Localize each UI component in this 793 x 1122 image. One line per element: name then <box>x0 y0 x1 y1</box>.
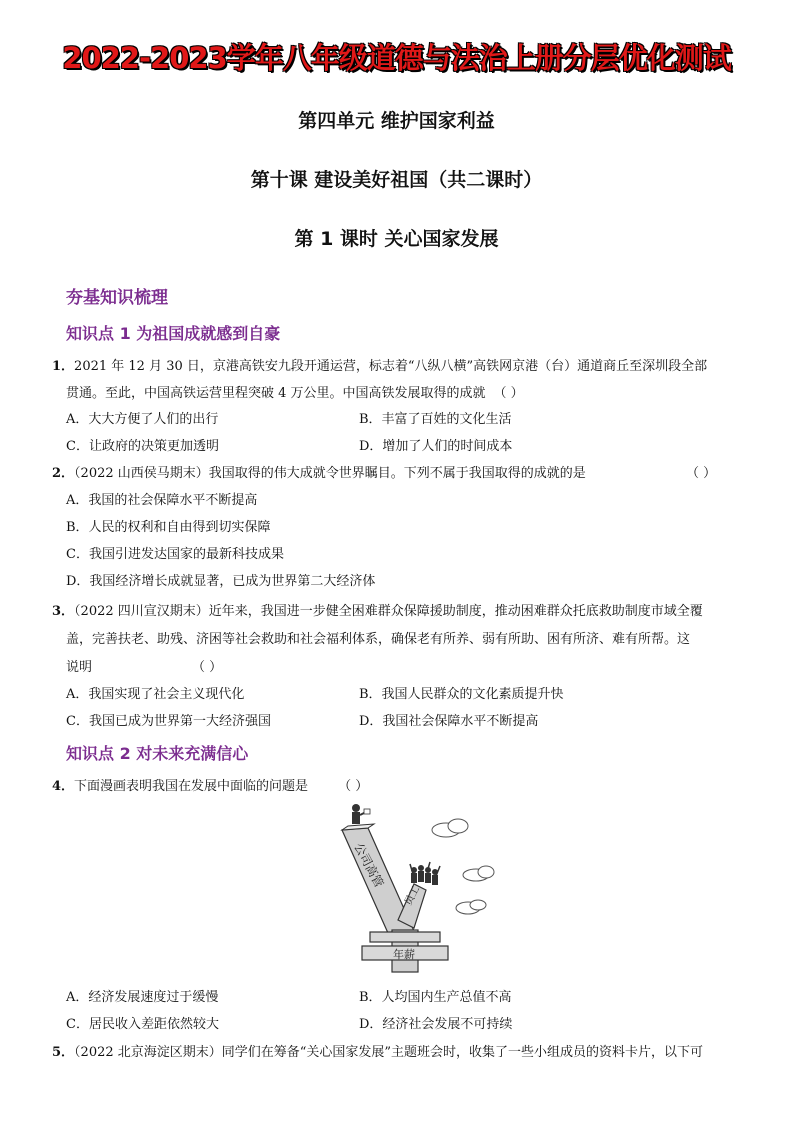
lesson-title: 第十课 建设美好祖国（共二课时） <box>250 169 543 191</box>
question-3-line-3: 说明 （ ） <box>66 660 223 675</box>
question-1-option-b: B．丰富了百姓的文化生活 <box>359 412 512 427</box>
knowledge-point-2-heading: 知识点 2 对未来充满信心 <box>66 744 249 763</box>
executive-figure-icon <box>352 804 370 824</box>
question-4-option-d: D．经济社会发展不可持续 <box>359 1017 513 1032</box>
question-3-option-c: C．我国已成为世界第一大经济强国 <box>66 714 271 729</box>
executive-label: 公司高管 <box>351 840 387 890</box>
cloud-icon <box>432 819 494 914</box>
question-number: 5． <box>52 1045 75 1060</box>
question-2-option-a: A．我国的社会保障水平不断提高 <box>66 493 258 508</box>
question-3-option-a: A．我国实现了社会主义现代化 <box>66 687 245 702</box>
question-2-option-b: B．人民的权利和自由得到切实保障 <box>66 520 271 535</box>
question-1-line-2: 贯通。至此，中国高铁运营里程突破 4 万公里。中国高铁发展取得的成就 （ ） <box>66 386 524 401</box>
answer-parentheses: （ ） <box>338 779 369 794</box>
question-2-option-c: C．我国引进发达国家的最新科技成果 <box>66 547 284 562</box>
question-1-option-a: A．大大方便了人们的出行 <box>66 412 219 427</box>
section-heading-foundation: 夯基知识梳理 <box>66 288 168 308</box>
question-1-line-1: 1．2021 年 12 月 30 日，京港高铁安九段开通运营，标志着“八纵八横”高铁网京港（台）通道商丘至深圳段全部 <box>52 359 708 374</box>
question-number: 4． <box>52 779 75 794</box>
question-number: 3． <box>52 604 75 619</box>
question-4-option-c: C．居民收入差距依然较大 <box>66 1017 219 1032</box>
unit-title: 第四单元 维护国家利益 <box>298 110 495 132</box>
question-4-stem: 4．下面漫画表明我国在发展中面临的问题是 （ ） <box>52 779 369 794</box>
question-4-option-b: B．人均国内生产总值不高 <box>359 990 512 1005</box>
question-2-option-d: D．我国经济增长成就显著，已成为世界第二大经济体 <box>66 574 376 589</box>
question-4-option-a: A．经济发展速度过于缓慢 <box>66 990 219 1005</box>
period-title: 第 1 课时 关心国家发展 <box>294 228 499 250</box>
question-3-option-b: B．我国人民群众的文化素质提升快 <box>359 687 564 702</box>
question-3-option-d: D．我国社会保障水平不断提高 <box>359 714 539 729</box>
question-2-stem: 2．（2022 山西侯马期末）我国取得的伟大成就令世界瞩目。下列不属于我国取得的成就的是 <box>52 466 586 481</box>
question-3-line-2: 盖，完善扶老、助残、济困等社会救助和社会福利体系，确保老有所养、弱有所助、困有所济、难有所帮。这 <box>66 632 691 647</box>
question-1-option-d: D．增加了人们的时间成本 <box>359 439 513 454</box>
employee-label: 员工 <box>402 884 423 908</box>
answer-parentheses: （ ） <box>686 466 717 481</box>
question-number: 2． <box>52 466 75 481</box>
employee-crowd-icon <box>410 862 440 885</box>
salary-label: 年薪 <box>393 948 415 961</box>
document-banner-title: 2022-2023学年八年级道德与法治上册分层优化测试 <box>62 41 731 75</box>
answer-parentheses: （ ） <box>493 386 524 401</box>
answer-parentheses: （ ） <box>192 660 223 675</box>
question-1-option-c: C．让政府的决策更加透明 <box>66 439 219 454</box>
question-5-stem: 5．（2022 北京海淀区期末）同学们在筹备“关心国家发展”主题班会时，收集了一些小组成员的资料卡片，以下可 <box>52 1045 704 1060</box>
yuan-symbol-income-gap-comic <box>318 800 504 978</box>
question-number: 1． <box>52 359 75 374</box>
knowledge-point-1-heading: 知识点 1 为祖国成就感到自豪 <box>66 324 281 343</box>
question-3-line-1: 3．（2022 四川宣汉期末）近年来，我国进一步健全困难群众保障援助制度，推动困难群众托底救助制度市域全覆 <box>52 604 703 619</box>
